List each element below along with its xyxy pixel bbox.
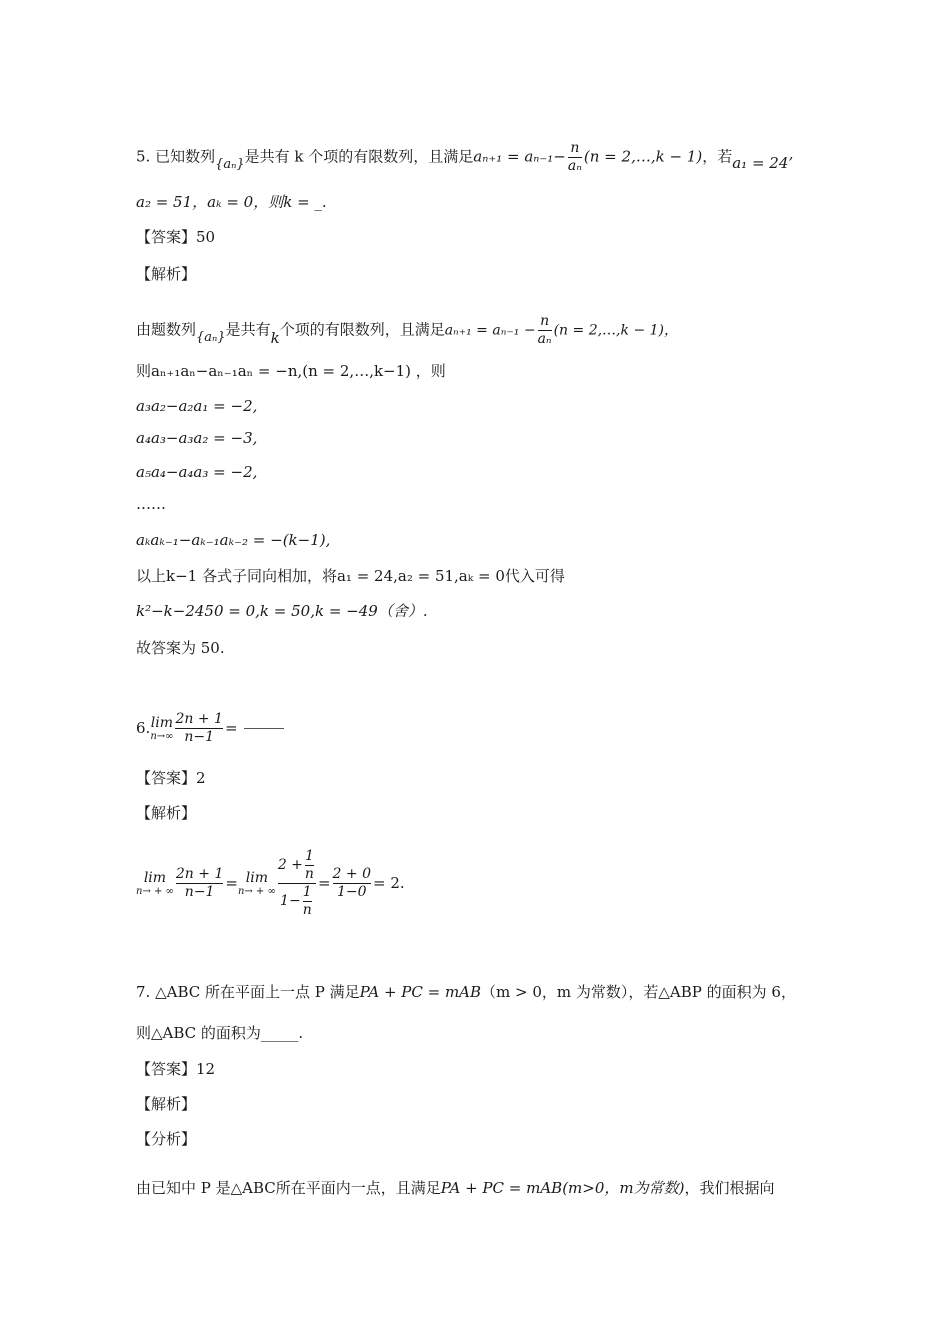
q6-sol-limit2 — [238, 870, 276, 897]
q6-answer-blank — [244, 728, 284, 729]
q6-prefix: 6. — [136, 719, 151, 737]
q6-sol-lim-sub: n→ + ∞ — [136, 885, 174, 897]
q5-step3: a₄a₃−a₃a₂ = −3, — [136, 429, 258, 447]
q5-sol-mid2: 个项的有限数列，且满足 — [279, 320, 445, 339]
q6-sol-result: = 2. — [372, 874, 405, 892]
q5-range: (n = 2,…,k − 1) — [583, 147, 703, 166]
q7-sol-text-a: 由已知中 P 是△ABC所在平面内一点，且满足 — [136, 1179, 441, 1197]
q7-analysis-label: 【解析】 — [136, 1095, 197, 1113]
q6-sol-num2-text: 2 + — [277, 856, 303, 873]
q5-analysis-label: 【解析】 — [136, 265, 197, 283]
q5-answer — [136, 227, 215, 247]
q6-answer-label: 【答案】 — [136, 769, 197, 787]
q6-sol-fraction2 — [278, 848, 316, 919]
q5-sol-k: k — [270, 328, 280, 347]
q6-sol-eq1: = — [225, 874, 238, 892]
q6-sol-limit — [136, 870, 174, 897]
q6-sol-num2-frac — [305, 848, 314, 883]
q6-answer — [136, 768, 206, 788]
q6-sol-num2-frac-den: n — [304, 865, 314, 882]
q5-step1: 则aₙ₊₁aₙ−aₙ₋₁aₙ = −n,(n = 2,…,k−1) ，则 — [136, 362, 446, 380]
q7-sub-label: 【分析】 — [136, 1130, 197, 1148]
q5-sol-lhs: aₙ₊₁ = aₙ₋₁ − — [444, 322, 536, 339]
q5-answer-label: 【答案】 — [136, 228, 197, 246]
q7-answer — [136, 1059, 215, 1079]
q6-analysis-label: 【解析】 — [136, 804, 197, 822]
q5-recurrence-fraction — [568, 140, 582, 175]
q6-sol-lim-text: lim — [143, 869, 167, 886]
q5-frac-num: n — [570, 140, 580, 156]
q5-answer-value: 50 — [196, 228, 216, 246]
q7-sol-vector: PA + PC = mAB(m>0，m为常数) — [440, 1179, 685, 1197]
q6-sol-num3: 2 + 0 — [332, 865, 371, 882]
q6-sol-den2-frac — [303, 884, 312, 919]
q5-sol-mid: 是共有 — [225, 320, 271, 339]
q7-sol-text-b: ，我们根据向 — [684, 1179, 775, 1197]
q5-statement-line2 — [136, 192, 327, 212]
q6-sol-num2 — [278, 848, 316, 883]
q6-sol-den2-frac-den: n — [302, 901, 312, 918]
q7-solution-line1 — [136, 1178, 774, 1198]
q5-sequence: {aₙ} — [215, 156, 245, 172]
q5-sol-frac-num: n — [540, 313, 550, 329]
q6-fraction — [175, 711, 222, 746]
q6-sol-num2-frac-num: 1 — [304, 847, 314, 864]
q7-answer-value: 12 — [196, 1060, 216, 1078]
q7-text-b: （m > 0，m 为常数），若△ABP 的面积为 6， — [481, 983, 796, 1001]
q6-lim-text: lim — [150, 714, 173, 731]
q5-statement-line1 — [136, 140, 793, 175]
q7-text-a: 7. △ABC 所在平面上一点 P 满足 — [136, 983, 360, 1001]
q7-vector-equation: PA + PC = mAB — [359, 983, 482, 1001]
q6-sol-den3: 1−0 — [336, 883, 367, 900]
q5-recurrence-lhs: aₙ₊₁ = aₙ₋₁− — [473, 147, 566, 166]
q6-equals: = — [224, 719, 238, 737]
q5-a1: a₁ = 24’ — [732, 153, 794, 172]
q6-sol-fraction1 — [176, 866, 223, 901]
q6-sol-den2 — [280, 884, 314, 919]
q6-sol-den2-frac-num: 1 — [302, 883, 312, 900]
q6-limit — [150, 715, 173, 742]
q6-lim-sub: n→∞ — [150, 730, 174, 742]
q5-sol-range: (n = 2,…,k − 1)， — [553, 322, 678, 339]
q6-sol-fraction3 — [333, 866, 371, 901]
q5-condition: a₂ = 51，aₖ = 0，则k = _. — [136, 193, 327, 211]
q5-sol-fraction — [538, 313, 552, 348]
q5-step4: a₅a₄−a₄a₃ = −2, — [136, 463, 258, 481]
q5-step2: a₃a₂−a₂a₁ = −2, — [136, 397, 258, 415]
q6-sol-den1: n−1 — [184, 883, 215, 900]
q5-step6: aₖaₖ₋₁−aₖ₋₁aₖ₋₂ = −(k−1), — [136, 531, 331, 549]
q5-step7: 以上k−1 各式子同向相加，将a₁ = 24,a₂ = 51,aₖ = 0代入可得 — [136, 567, 565, 585]
q5-frac-den: aₙ — [567, 158, 582, 174]
q6-sol-den2-text: 1− — [280, 892, 301, 909]
q5-tail: ，若 — [702, 147, 733, 166]
q6-num: 2n + 1 — [175, 710, 223, 727]
q6-den: n−1 — [184, 728, 215, 745]
q6-sol-num1: 2n + 1 — [175, 865, 224, 882]
q6-sol-eq2: = — [317, 874, 331, 892]
q6-solution — [136, 838, 405, 928]
q7-answer-label: 【答案】 — [136, 1060, 197, 1078]
q5-sol-frac-den: aₙ — [537, 331, 552, 347]
q6-answer-value: 2 — [196, 769, 206, 787]
q6-sol-lim2-sub: n→ + ∞ — [237, 885, 276, 897]
q6-sol-lim2-text: lim — [245, 869, 268, 886]
q5-description: 是共有 k 个项的有限数列，且满足 — [244, 147, 474, 166]
q6-statement — [136, 703, 284, 753]
q5-step5: …… — [136, 495, 166, 513]
q5-step9: 故答案为 50. — [136, 639, 225, 657]
q7-statement-line2: 则△ABC 的面积为_____. — [136, 1024, 304, 1042]
q7-statement-line1 — [136, 982, 796, 1002]
q5-sol-prefix: 由题数列 — [136, 320, 197, 339]
q5-step8: k²−k−2450 = 0,k = 50,k = −49（舍）. — [136, 602, 428, 620]
q5-prefix: 5. 已知数列 — [136, 147, 216, 166]
q5-solution-line1 — [136, 313, 678, 348]
q5-sol-sequence: {aₙ} — [196, 329, 226, 345]
